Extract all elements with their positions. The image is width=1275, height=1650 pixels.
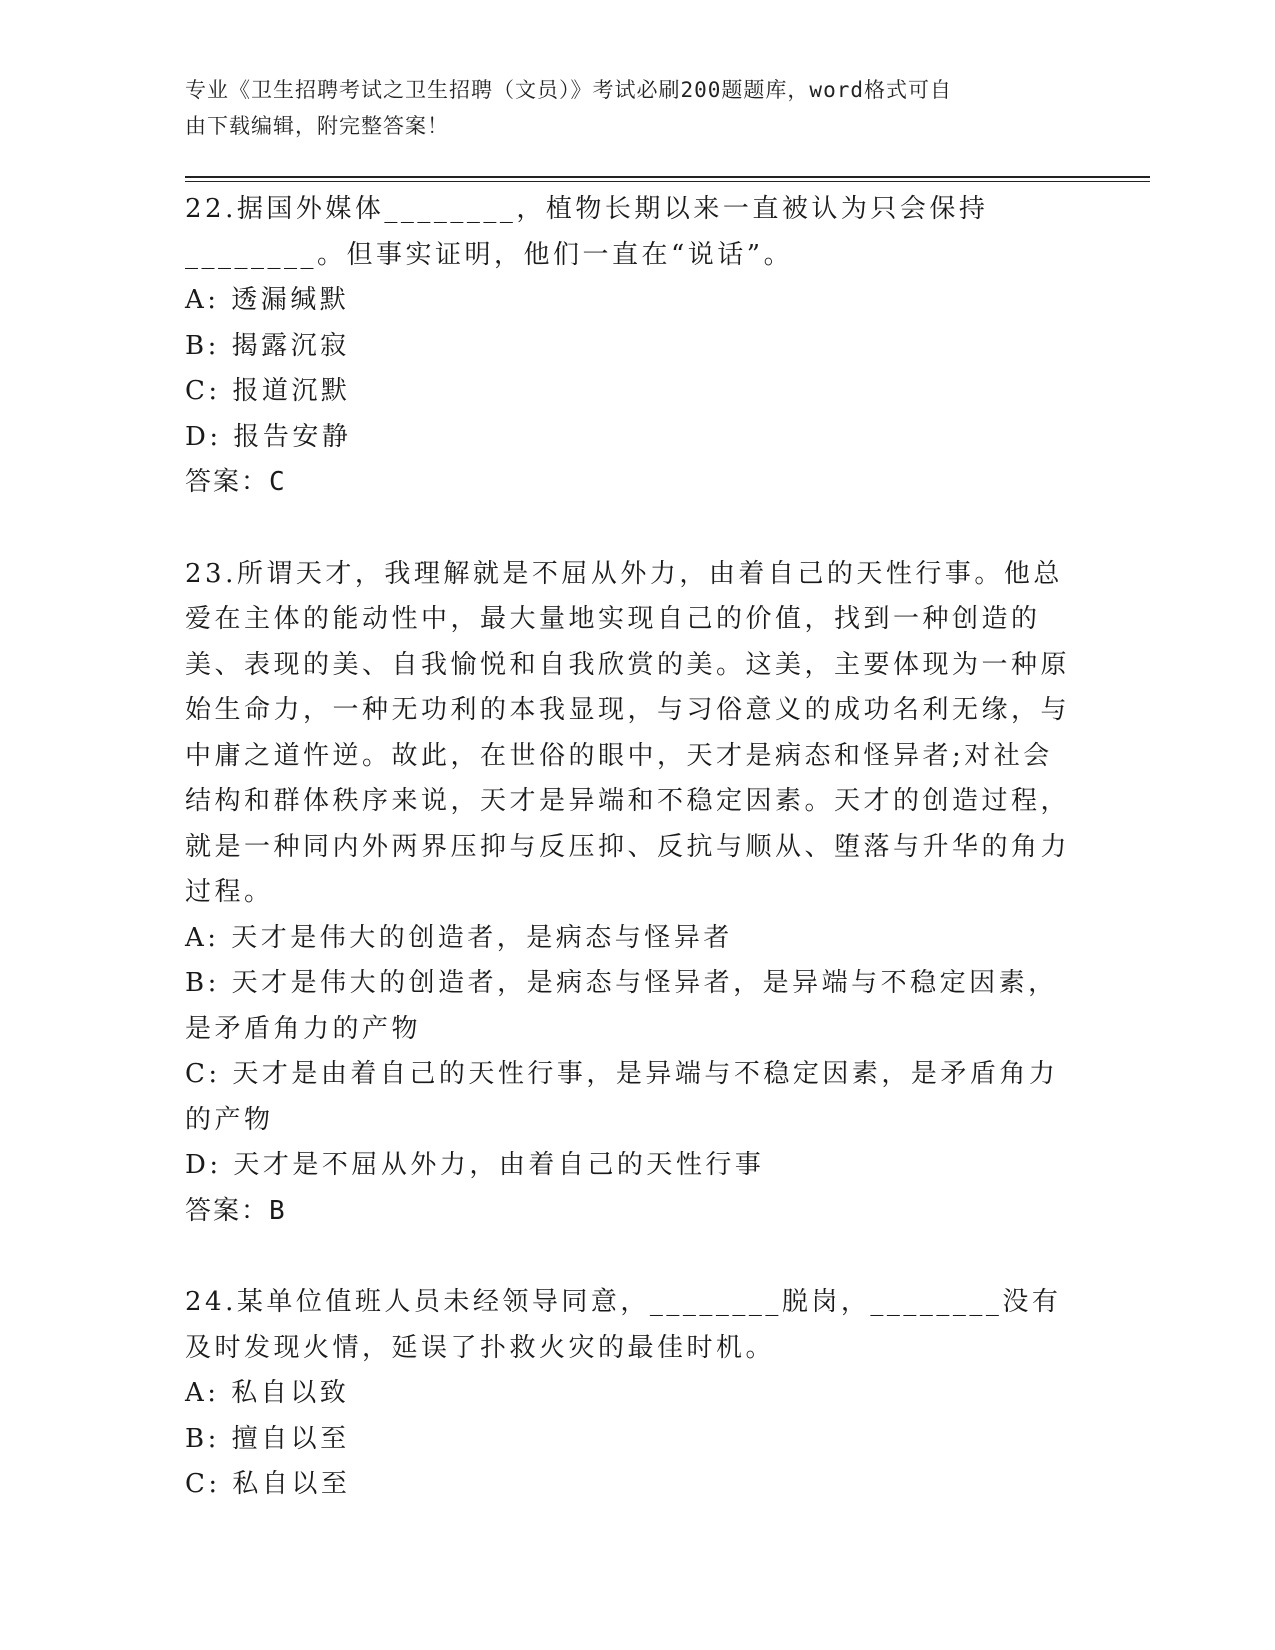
- header-rule-thin: [185, 181, 1150, 182]
- option-d: D: 天才是不屈从外力，由着自己的天性行事: [185, 1150, 765, 1180]
- header-line-1: 专业《卫生招聘考试之卫生招聘（文员）》考试必刷200题题库，word格式可自: [185, 78, 952, 102]
- question-23: [185, 552, 1070, 1235]
- answer-label: 答案：: [185, 1195, 270, 1226]
- question-22: [185, 187, 1070, 506]
- option-c: C: 天才是由着自己的天性行事，是异端与不稳定因素，是矛盾角力的产物: [185, 1059, 1059, 1135]
- option-a: A: 天才是伟大的创造者，是病态与怪异者: [185, 922, 733, 953]
- answer-label: 答案：: [185, 467, 270, 497]
- question-24: [185, 1280, 1070, 1508]
- question-list: [185, 187, 1070, 1554]
- document-header: [185, 72, 1065, 144]
- question-stem: 23.所谓天才，我理解就是不屈从外力，由着自己的天性行事。他总爱在主体的能动性中，最大量地实现自己的价值，找到一种创造的美、表现的美、自我愉悦和自我欣赏的美。这美，主要体现为一种原始生命力，一种无功利的本我显现，与习俗意义的成功名利无缘，与中庸之道忤逆。故此，在世俗的眼中，天才是病态和怪异者;对社会结构和群体秩序来说，天才是异端和不稳定因素。天才的创造过程，就是一种同内外两界压抑与反压抑、反抗与顺从、堕落与升华的角力过程。: [185, 558, 1071, 907]
- question-stem: 24.某单位值班人员未经领导同意，________脱岗，________没有及时发现火情，延误了扑救火灾的最佳时机。: [185, 1287, 1062, 1363]
- option-b: B: 擅自以至: [185, 1423, 350, 1454]
- answer-line: [185, 1189, 1070, 1235]
- answer-value: B: [269, 1195, 287, 1226]
- option-a: A: 透漏缄默: [185, 285, 350, 315]
- header-rule-thick: [185, 176, 1150, 178]
- header-line-2: 由下载编辑，附完整答案！: [185, 114, 449, 138]
- question-stem: 22.据国外媒体________，植物长期以来一直被认为只会保持________。但事实证明，他们一直在“说话”。: [185, 194, 989, 270]
- option-b: B: 揭露沉寂: [185, 330, 350, 361]
- option-d: D: 报告安静: [185, 421, 352, 452]
- option-c: C: 报道沉默: [185, 376, 351, 406]
- answer-line: [185, 460, 1070, 506]
- option-c: C: 私自以至: [185, 1469, 351, 1499]
- answer-value: C: [269, 467, 287, 497]
- option-b: B: 天才是伟大的创造者，是病态与怪异者，是异端与不稳定因素，是矛盾角力的产物: [185, 968, 1058, 1044]
- option-a: A: 私自以致: [185, 1378, 350, 1408]
